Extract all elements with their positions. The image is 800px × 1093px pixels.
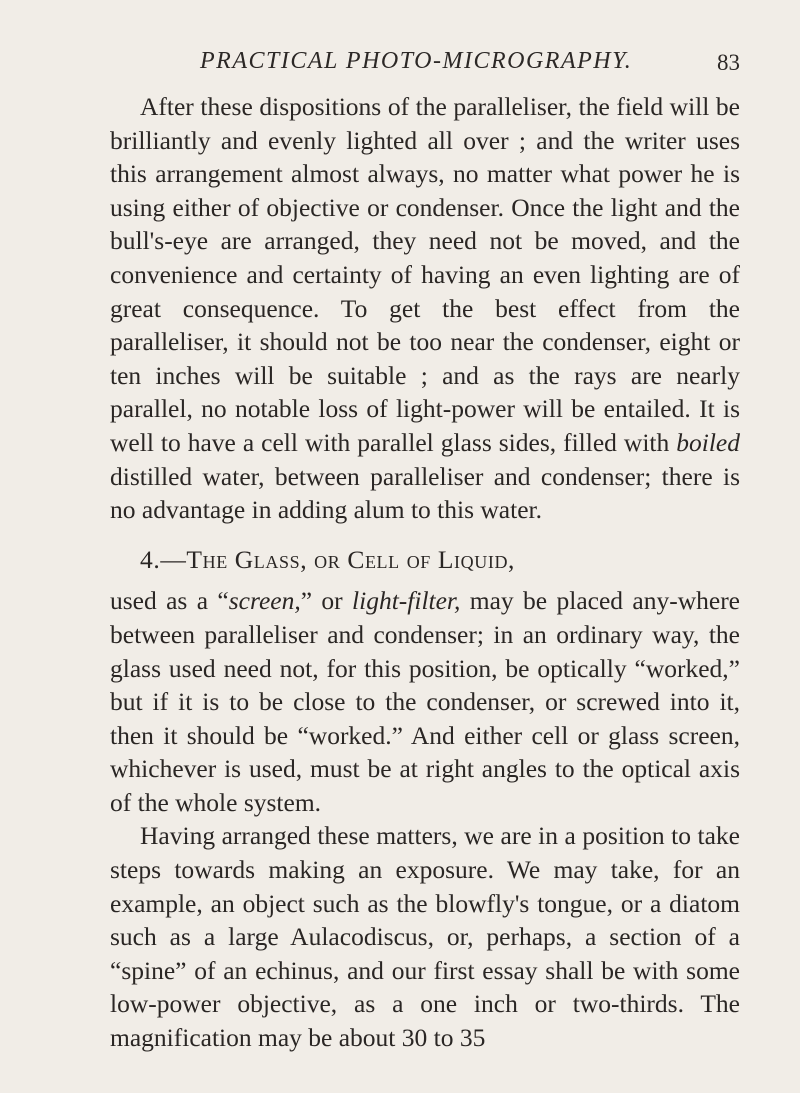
body-text <box>110 90 740 1055</box>
page-number: 83 <box>717 50 740 75</box>
paragraph-2 <box>110 584 740 819</box>
section-heading: 4.—The Glass, or Cell of Liquid, <box>140 544 516 574</box>
paragraph-1-italic: boiled <box>676 427 740 457</box>
running-head: PRACTICAL PHOTO-MICROGRAPHY. <box>200 48 633 74</box>
page-header <box>110 48 740 80</box>
paragraph-2-italic-filter: light-filter, <box>352 586 461 616</box>
paragraph-2-part1: used as a “ <box>110 586 229 616</box>
paragraph-2-part2: ” or <box>300 586 353 616</box>
paragraph-1-text-end: distilled water, between paralleliser and condenser; there is no advantage in adding alum to this water. <box>110 461 740 525</box>
paragraph-3: Having arranged these matters, we are in a position to take steps towards making an exposure. We may take, for an example, an object such as the blowfly's tongue, or a diatom such as a large Aulacodiscus, or, perhaps, a section of a “spine” of an echinus, and our first essay shall be with some low-power objective, as a one inch or two-thirds. The magnification may be about 30 to 35 <box>110 821 740 1053</box>
paragraph-1 <box>110 90 740 527</box>
paragraph-1-text: After these dispositions of the paralleliser, the field will be brilliantly and evenly lighted all over ; and the writer uses this arrangement almost always, no matter what power he is using either of objective or condenser. Once the light and the bull's-eye are arranged, they need not be moved, and the convenience and certainty of having an even lighting are of great consequence. To get the best effect from the paralleliser, it should not be too near the condenser, eight or ten inches will be suitable ; and as the rays are nearly parallel, no notable loss of light-power will be entailed. It is well to have a cell with parallel glass sides, filled with <box>110 92 740 457</box>
paragraph-2-part3: may be placed any-where between paralleliser and condenser; in an ordinary way, the glass used need not, for this position, be optically “worked,” but if it is to be close to the condenser, or screwed into it, then it should be “worked.” And either cell or glass screen, whichever is used, must be at right angles to the optical axis of the whole system. <box>110 586 740 817</box>
paragraph-2-italic-screen: screen, <box>228 586 301 616</box>
